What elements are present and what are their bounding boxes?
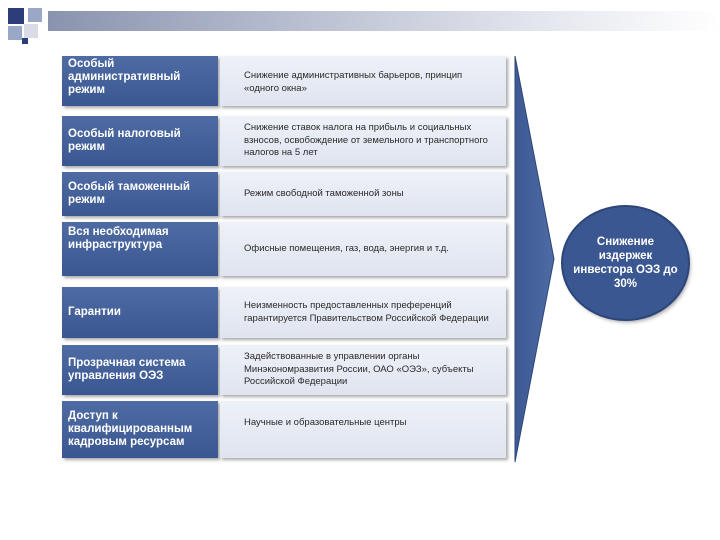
corner-square-light: [24, 24, 38, 38]
row-label: Вся необходимая инфраструктура: [62, 222, 218, 276]
row-tax: [62, 116, 506, 166]
row-administrative: [62, 56, 506, 106]
row-label: Особый таможенный режим: [62, 172, 218, 216]
result-circle: Снижение издержек инвестора ОЭЗ до 30%: [563, 207, 688, 319]
corner-square-mid-2: [8, 26, 22, 40]
row-detail: Неизменность предоставленных преференций гарантируется Правительством Российской Федерации: [220, 287, 506, 338]
row-guarantees: [62, 287, 506, 338]
row-detail: Офисные помещения, газ, вода, энергия и т.д.: [220, 222, 506, 276]
row-governance: [62, 345, 506, 395]
right-arrow-icon: [514, 55, 556, 463]
row-label: Гарантии: [62, 287, 218, 338]
corner-square-small: [22, 38, 28, 44]
row-infrastructure: [62, 222, 506, 276]
row-detail: Режим свободной таможенной зоны: [220, 172, 506, 216]
row-detail: Снижение административных барьеров, принцип «одного окна»: [220, 56, 506, 106]
row-detail: Задействованные в управлении органы Минэкономразвития России, ОАО «ОЭЗ», субъекты Российской Федерации: [220, 345, 506, 395]
header-gradient-bar: [48, 11, 720, 31]
row-detail: Снижение ставок налога на прибыль и социальных взносов, освобождение от земельного и транспортного налогов на 5 лет: [220, 116, 506, 166]
row-label: Прозрачная система управления ОЭЗ: [62, 345, 218, 395]
row-detail: Научные и образовательные центры: [220, 401, 506, 458]
corner-square-dark: [8, 8, 24, 24]
row-label: Особый налоговый режим: [62, 116, 218, 166]
corner-square-mid: [28, 8, 42, 22]
row-customs: [62, 172, 506, 216]
row-label: Доступ к квалифицированным кадровым ресурсам: [62, 401, 218, 458]
row-personnel: [62, 401, 506, 458]
row-label: Особый административный режим: [62, 56, 218, 106]
